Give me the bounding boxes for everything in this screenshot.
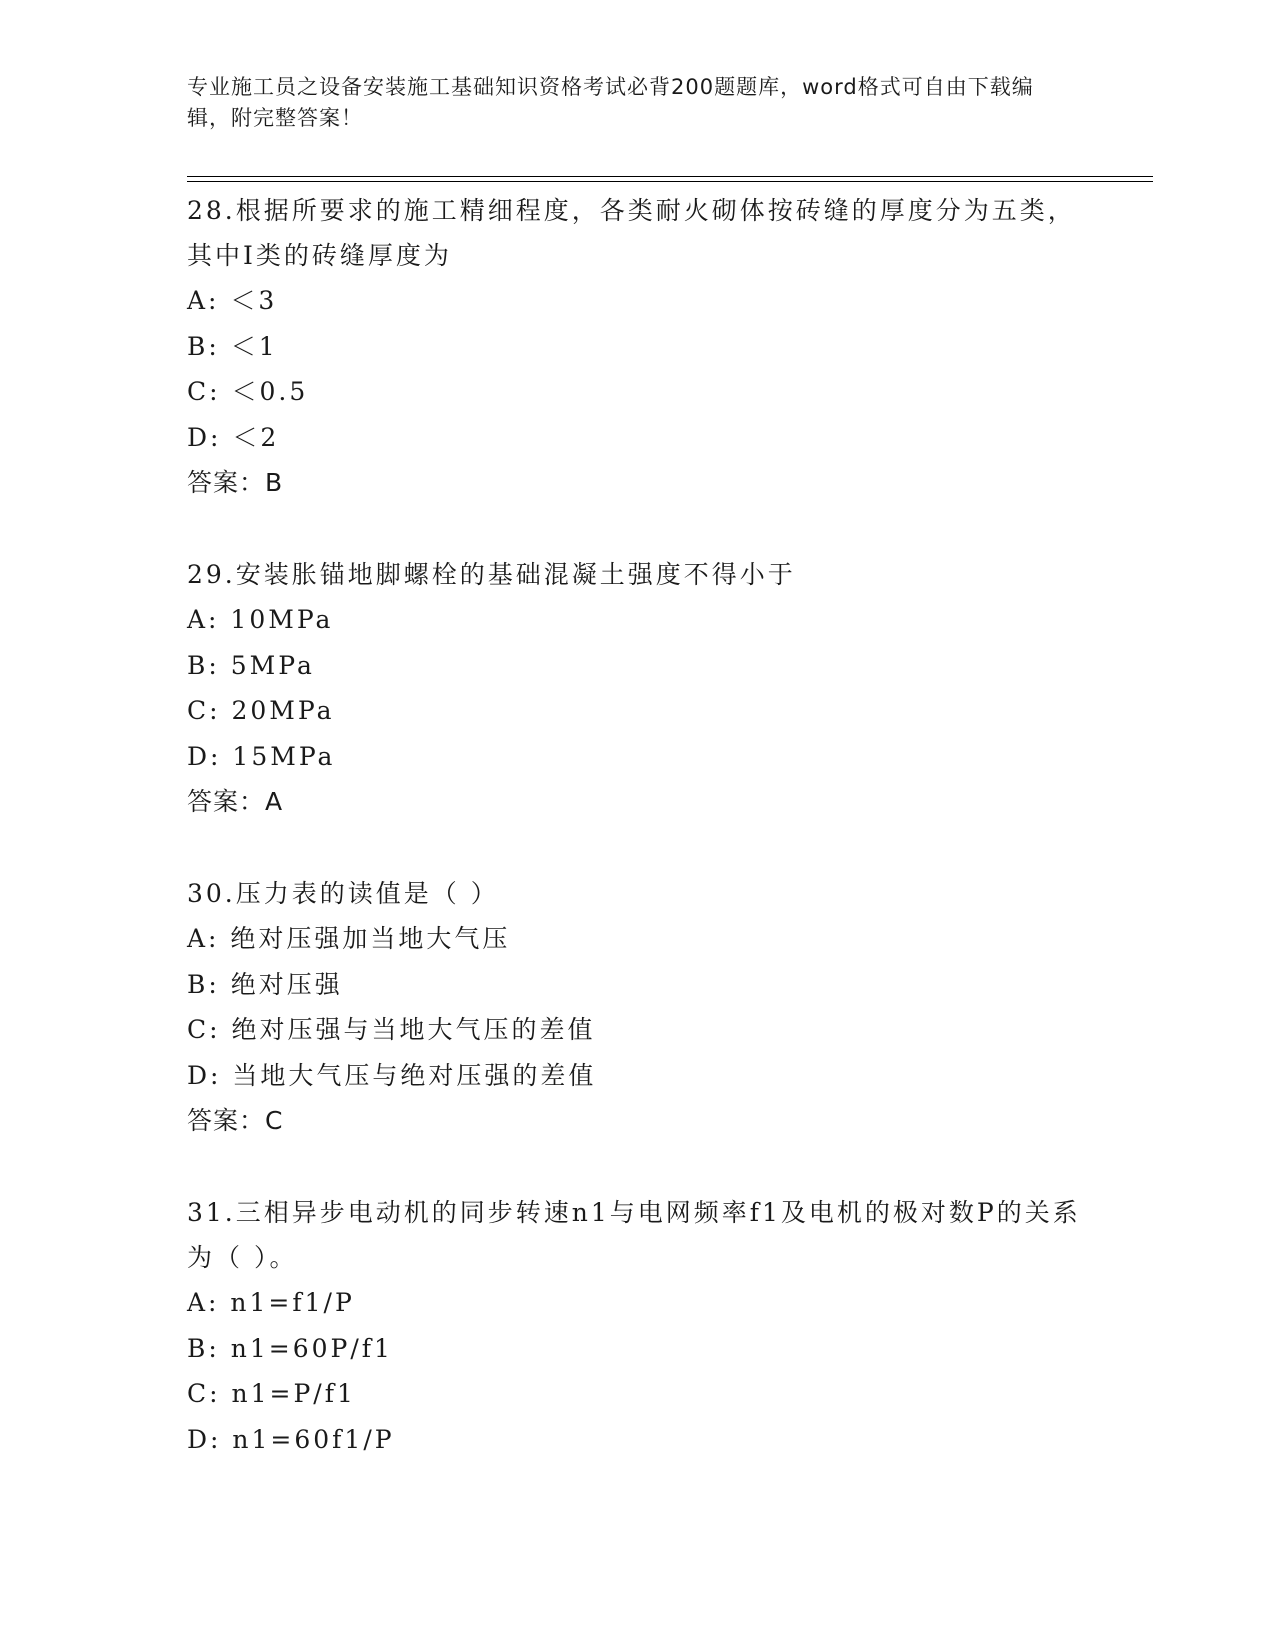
option-c: C: 20MPa (187, 696, 335, 725)
question-30 (187, 871, 1087, 1143)
question-29 (187, 552, 1087, 824)
option-a: A: ＜3 (187, 286, 278, 315)
document-header: 专业施工员之设备安装施工基础知识资格考试必背200题题库，word格式可自由下载编辑，附完整答案！ (187, 75, 1034, 130)
question-stem: 31.三相异步电动机的同步转速n1与电网频率f1及电机的极对数P的关系为（ ）。 (187, 1198, 1081, 1272)
option-b: B: n1=60P/f1 (187, 1333, 393, 1363)
option-c: C: ＜0.5 (187, 377, 309, 406)
answer: 答案：A (187, 787, 284, 816)
option-d: D: ＜2 (187, 422, 280, 452)
option-d: D: 15MPa (187, 741, 336, 771)
option-b: B: 绝对压强 (187, 969, 343, 999)
header-rule-top (187, 176, 1153, 177)
option-d: D: 当地大气压与绝对压强的差值 (187, 1060, 597, 1090)
option-d: D: n1=60f1/P (187, 1424, 395, 1454)
answer: 答案：C (187, 1106, 284, 1135)
question-31 (187, 1190, 1087, 1462)
question-stem: 30.压力表的读值是（ ） (187, 879, 499, 908)
option-a: A: 10MPa (187, 605, 334, 634)
question-28 (187, 188, 1087, 505)
option-c: C: 绝对压强与当地大气压的差值 (187, 1015, 596, 1044)
option-b: B: ＜1 (187, 331, 278, 361)
option-b: B: 5MPa (187, 650, 315, 680)
option-a: A: 绝对压强加当地大气压 (187, 924, 511, 953)
option-a: A: n1=f1/P (187, 1288, 355, 1317)
answer: 答案：B (187, 468, 284, 497)
option-c: C: n1=P/f1 (187, 1379, 356, 1408)
header-rule-bottom (187, 181, 1153, 182)
question-stem: 28.根据所要求的施工精细程度，各类耐火砌体按砖缝的厚度分为五类，其中Ⅰ类的砖缝厚度为 (187, 196, 1076, 270)
question-stem: 29.安装胀锚地脚螺栓的基础混凝土强度不得小于 (187, 560, 796, 589)
